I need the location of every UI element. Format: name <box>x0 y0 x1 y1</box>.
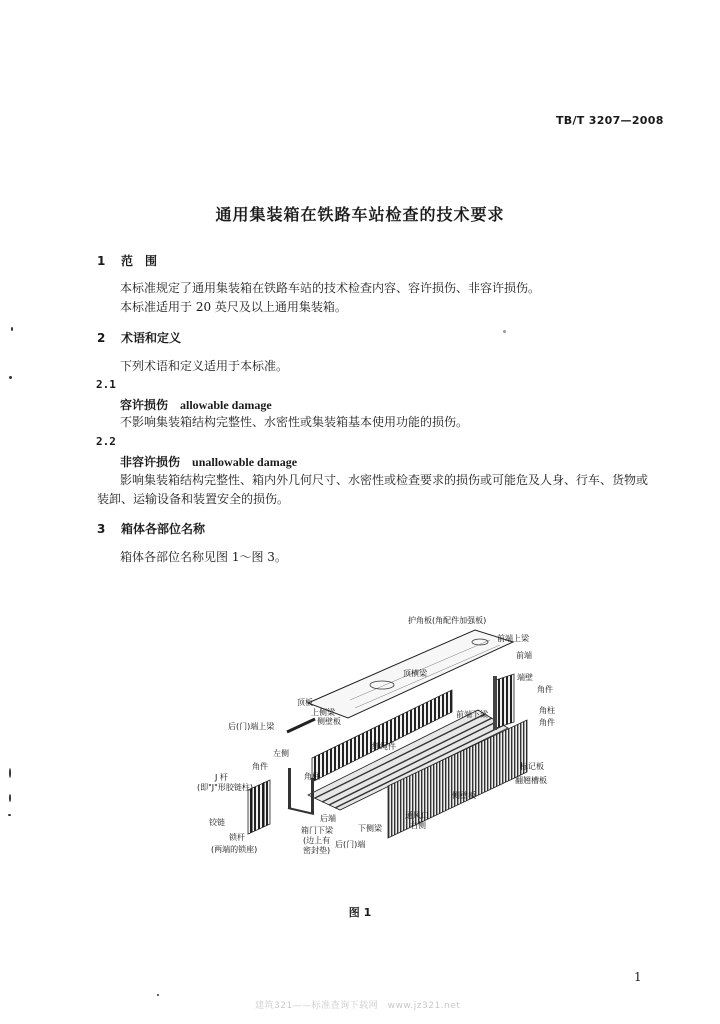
label-corner-fitting-front-bottom: 角件 <box>539 718 555 727</box>
rear-top-rail-shape <box>287 719 315 732</box>
label-bottom-side-rail: 下侧梁 <box>358 824 382 833</box>
section-2-number: 2 <box>97 331 106 345</box>
label-corner-plate: 护角板(角配件加强板) <box>408 616 487 625</box>
label-lock-rod-1: 锁杆 <box>229 833 245 842</box>
term-2-2-definition-line-2: 装卸、运输设备和装置安全的损伤。 <box>97 492 290 506</box>
label-floor: 翻翘槽板 <box>515 776 547 785</box>
term-2-2-zh: 非容许损伤 <box>120 455 181 469</box>
label-rear-end: 后端 <box>320 814 336 823</box>
scan-speck <box>11 327 13 331</box>
label-end-wall: 端壁 <box>517 673 533 682</box>
term-2-1-title <box>120 396 272 413</box>
label-corner-post-rear: 角柱 <box>304 772 320 781</box>
section-2-heading <box>97 329 181 346</box>
front-end-wall-shape <box>496 674 514 728</box>
scan-speck <box>9 376 12 379</box>
term-2-2-number: 2.2 <box>96 435 116 448</box>
label-door-bottom-1: 箱门下梁 <box>301 826 333 835</box>
section-1-para-2: 本标准适用于 20 英尺及以上通用集装箱。 <box>120 300 347 314</box>
standard-number: TB/T 3207—2008 <box>556 114 664 127</box>
term-2-2-title <box>120 453 297 470</box>
section-3-number: 3 <box>97 522 106 536</box>
label-side-panel-right: 侧壁板 <box>452 791 476 800</box>
scan-speck <box>8 814 11 816</box>
label-j-bar-1: J 杆 <box>215 773 228 782</box>
section-1-title: 范 围 <box>121 254 158 268</box>
section-2-title: 术语和定义 <box>121 331 182 345</box>
scan-speck <box>157 994 159 996</box>
term-2-1-definition: 不影响集装箱结构完整性、水密性或集装箱基本使用功能的损伤。 <box>120 415 469 429</box>
label-j-bar-2: (即"J"形胶链柱) <box>197 783 253 792</box>
label-top-side-rail: 上侧梁 <box>311 708 335 717</box>
label-door-bottom-3: 密封垫) <box>303 846 331 855</box>
label-corner-fitting-front-top: 角件 <box>537 685 553 694</box>
section-1-heading <box>97 252 157 269</box>
label-front-top-rail: 前端上梁 <box>497 634 529 643</box>
label-hinge: 铰链 <box>209 818 225 827</box>
label-side-wall: 侧壁板 <box>317 717 341 726</box>
label-roof-panel: 顶板 <box>297 698 313 707</box>
label-door-bottom-2: (边上有 <box>303 836 331 845</box>
term-2-1-zh: 容许损伤 <box>120 398 169 412</box>
term-2-1-number: 2.1 <box>96 378 116 391</box>
figure-caption: 图 1 <box>348 906 372 919</box>
scan-speck <box>503 330 506 333</box>
section-3-text: 箱体各部位名称见图 1～图 3。 <box>120 550 287 564</box>
scan-speck <box>9 794 11 802</box>
section-2-intro: 下列术语和定义适用于本标准。 <box>120 359 289 373</box>
term-2-2-definition-line-1: 影响集装箱结构完整性、箱内外几何尺寸、水密性或检查要求的损伤或可能危及人身、行车、货物或 <box>120 473 649 487</box>
document-title: 通用集装箱在铁路车站检查的技术要求 <box>215 205 505 224</box>
label-left-side: 左侧 <box>273 749 289 758</box>
label-vent: 通风口 <box>405 811 429 820</box>
label-roof-bow: 顶横梁 <box>403 669 427 678</box>
section-1-number: 1 <box>97 254 106 268</box>
label-front-end: 前端 <box>516 651 532 660</box>
label-lock-rod-2: (两端的锁座) <box>211 845 258 854</box>
front-corner-post-shape <box>493 676 497 730</box>
term-2-2-en: unallowable damage <box>192 455 298 469</box>
label-rear-top-rail: 后(门)端上梁 <box>228 722 275 731</box>
container-exploded-diagram <box>190 610 590 870</box>
watermark: 建筑321——标准查询下载网 www.jz321.net <box>255 1001 461 1011</box>
label-marking-plate: 标记板 <box>520 762 544 771</box>
section-3-heading <box>97 520 205 537</box>
section-1-para-1: 本标准规定了通用集装箱在铁路车站的技术检查内容、容许损伤、非容许损伤。 <box>120 281 541 295</box>
label-front-bottom-rail: 前端下梁 <box>456 710 488 719</box>
page-number: 1 <box>634 970 642 984</box>
label-corner-post-front: 角柱 <box>539 706 555 715</box>
term-2-1-en: allowable damage <box>180 398 272 412</box>
label-right-side: 右侧 <box>410 821 426 830</box>
scan-speck <box>9 768 11 778</box>
label-corner-fitting-rear: 角件 <box>252 762 268 771</box>
label-rear-door-end: 后(门)端 <box>335 840 366 849</box>
section-3-title: 箱体各部位名称 <box>121 522 206 536</box>
label-lashing: 绑绳件 <box>372 742 396 751</box>
